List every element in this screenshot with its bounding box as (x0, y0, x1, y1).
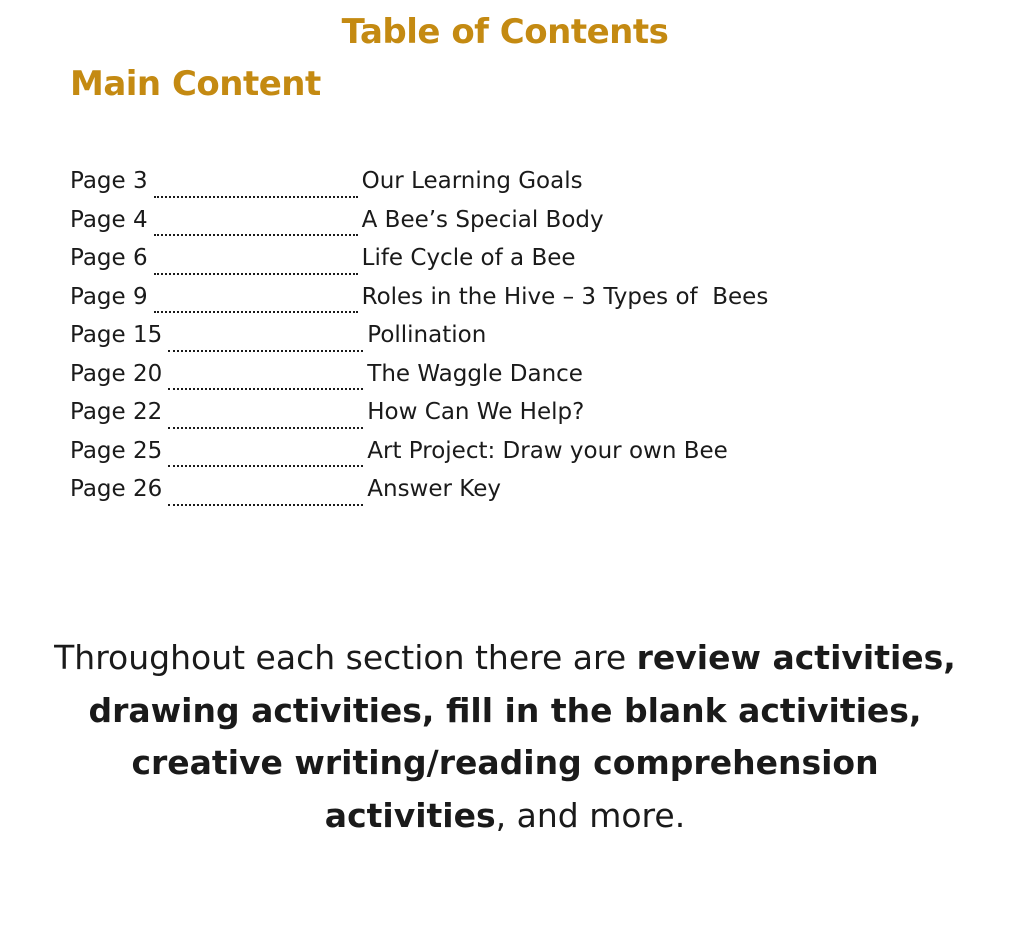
toc-topic: How Can We Help? (367, 399, 585, 425)
toc-page-number: Page 3 (70, 168, 148, 194)
toc-leader-dots (168, 425, 363, 429)
summary-tail-text: , and more. (495, 795, 686, 835)
toc-topic: Roles in the Hive – 3 Types of Bees (361, 283, 769, 310)
toc-entry (70, 399, 830, 438)
toc-leader-dots (154, 271, 358, 275)
toc-topic: Life Cycle of a Bee (361, 245, 576, 271)
table-of-contents (70, 168, 830, 515)
toc-topic: Art Project: Draw your own Bee (367, 437, 728, 464)
page-title: Table of Contents (341, 12, 669, 52)
toc-topic: The Waggle Dance (367, 360, 583, 387)
summary-bold-review: review activities, (636, 638, 956, 677)
toc-topic: Pollination (367, 322, 487, 348)
toc-page-number: Page 25 (70, 437, 163, 464)
toc-page-number: Page 22 (70, 399, 163, 425)
toc-leader-dots (154, 232, 358, 236)
toc-page-number: Page 15 (70, 322, 163, 348)
toc-entry (70, 438, 830, 477)
toc-entry (70, 207, 830, 246)
toc-leader-dots (154, 309, 358, 313)
summary-bold-drawing: drawing activities, fill in the blank activities, (88, 690, 922, 730)
toc-page-number: Page 4 (70, 206, 148, 233)
toc-topic: Our Learning Goals (361, 168, 583, 194)
toc-page-number: Page 20 (70, 360, 163, 387)
toc-leader-dots (168, 386, 363, 390)
toc-entry (70, 284, 830, 323)
toc-leader-dots (168, 348, 363, 352)
toc-entry (70, 476, 830, 515)
toc-topic: A Bee’s Special Body (361, 206, 604, 233)
toc-entry (70, 322, 830, 361)
summary-bold-creative: creative writing/reading comprehension (131, 743, 879, 782)
toc-page-number: Page 9 (70, 283, 148, 310)
toc-entry (70, 168, 830, 207)
toc-topic: Answer Key (367, 476, 501, 502)
toc-entry (70, 361, 830, 400)
summary-bold-activities: activities (324, 795, 496, 835)
toc-page-number: Page 6 (70, 245, 148, 271)
toc-entry (70, 245, 830, 284)
toc-leader-dots (168, 502, 363, 506)
toc-leader-dots (168, 463, 363, 467)
section-heading: Main Content (70, 64, 321, 104)
summary-lead-text: Throughout each section there are (54, 638, 637, 677)
toc-page-number: Page 26 (70, 476, 163, 502)
toc-leader-dots (154, 194, 358, 198)
activities-summary (40, 632, 970, 842)
